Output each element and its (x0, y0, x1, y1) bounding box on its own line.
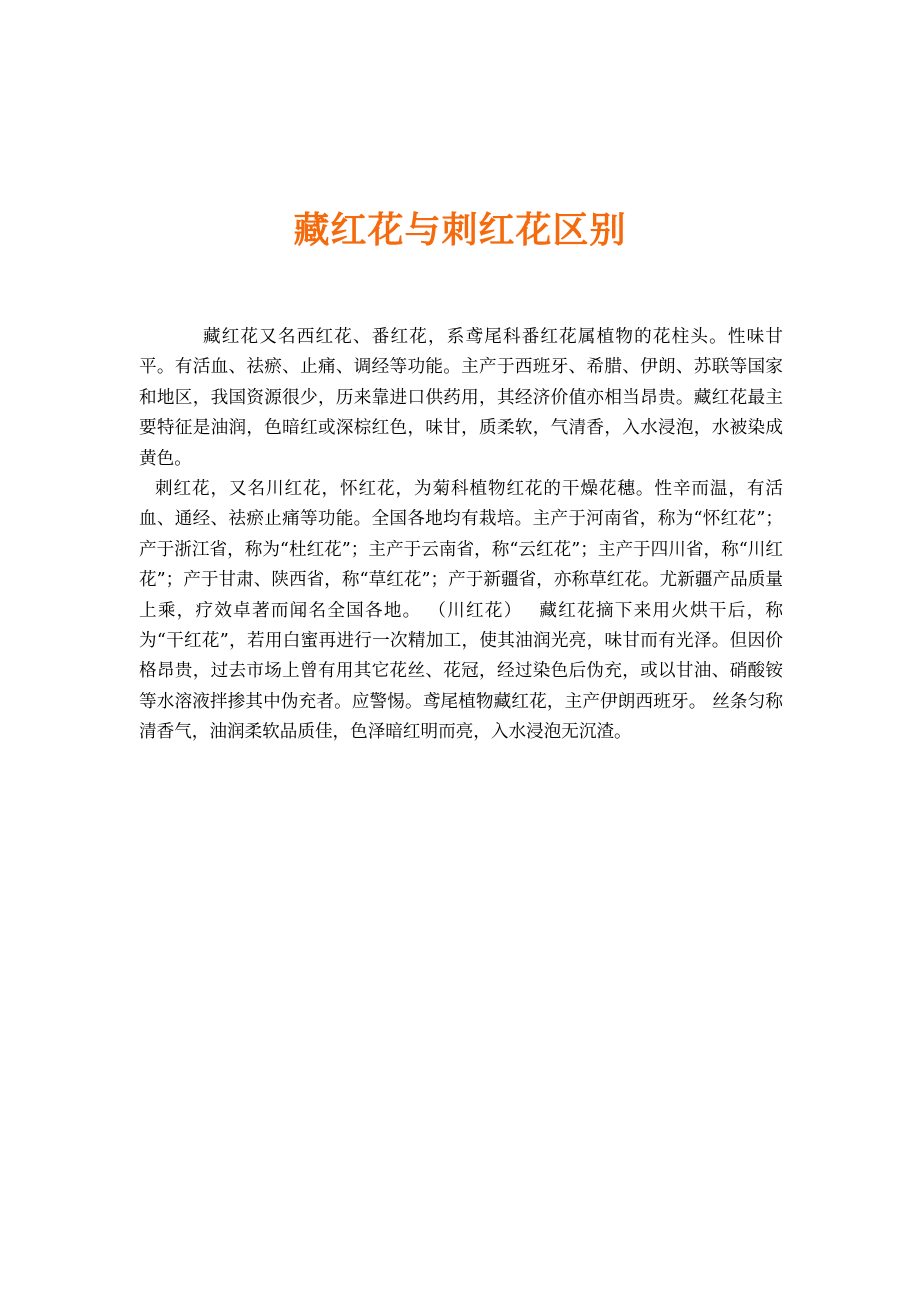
paragraph-saffron: 藏红花又名西红花、番红花，系鸢尾科番红花属植物的花柱头。性味甘平。有活血、祛瘀、止痛、调经等功能。主产于西班牙、希腊、伊朗、苏联等国家和地区，我国资源很少，历来靠进口供药用，其经济价值亦相当昂贵。藏红花最主要特征是油润，色暗红或深棕红色，味甘，质柔软，气清香，入水浸泡，水被染成黄色。 (139, 327, 783, 469)
document-body (139, 322, 783, 748)
page-title: 藏红花与刺红花区别 (293, 209, 627, 252)
paragraph-safflower: 刺红花，又名川红花，怀红花，为菊科植物红花的干燥花穗。性辛而温，有活血、通经、祛瘀止痛等功能。全国各地均有栽培。主产于河南省，称为“怀红花”；产于浙江省，称为“杜红花”；主产于云南省，称“云红花”；主产于四川省，称“川红花”；产于甘肃、陕西省，称“草红花”；产于新疆省，亦称草红花。尤新疆产品质量上乘，疗效卓著而闻名全国各地。 （川红花） 藏红花摘下来用火烘干后，称为“干红花”，若用白蜜再进行一次精加工，使其油润光亮，味甘而有光泽。但因价格昂贵，过去市场上曾有用其它花丝、花冠，经过染色后伪充，或以甘油、硝酸铵等水溶液拌掺其中伪充者。应警惕。鸢尾植物藏红花，主产伊朗西班牙。 丝条匀称清香气，油润柔软品质佳，色泽暗红明而亮，入水浸泡无沉渣。 (139, 479, 783, 743)
